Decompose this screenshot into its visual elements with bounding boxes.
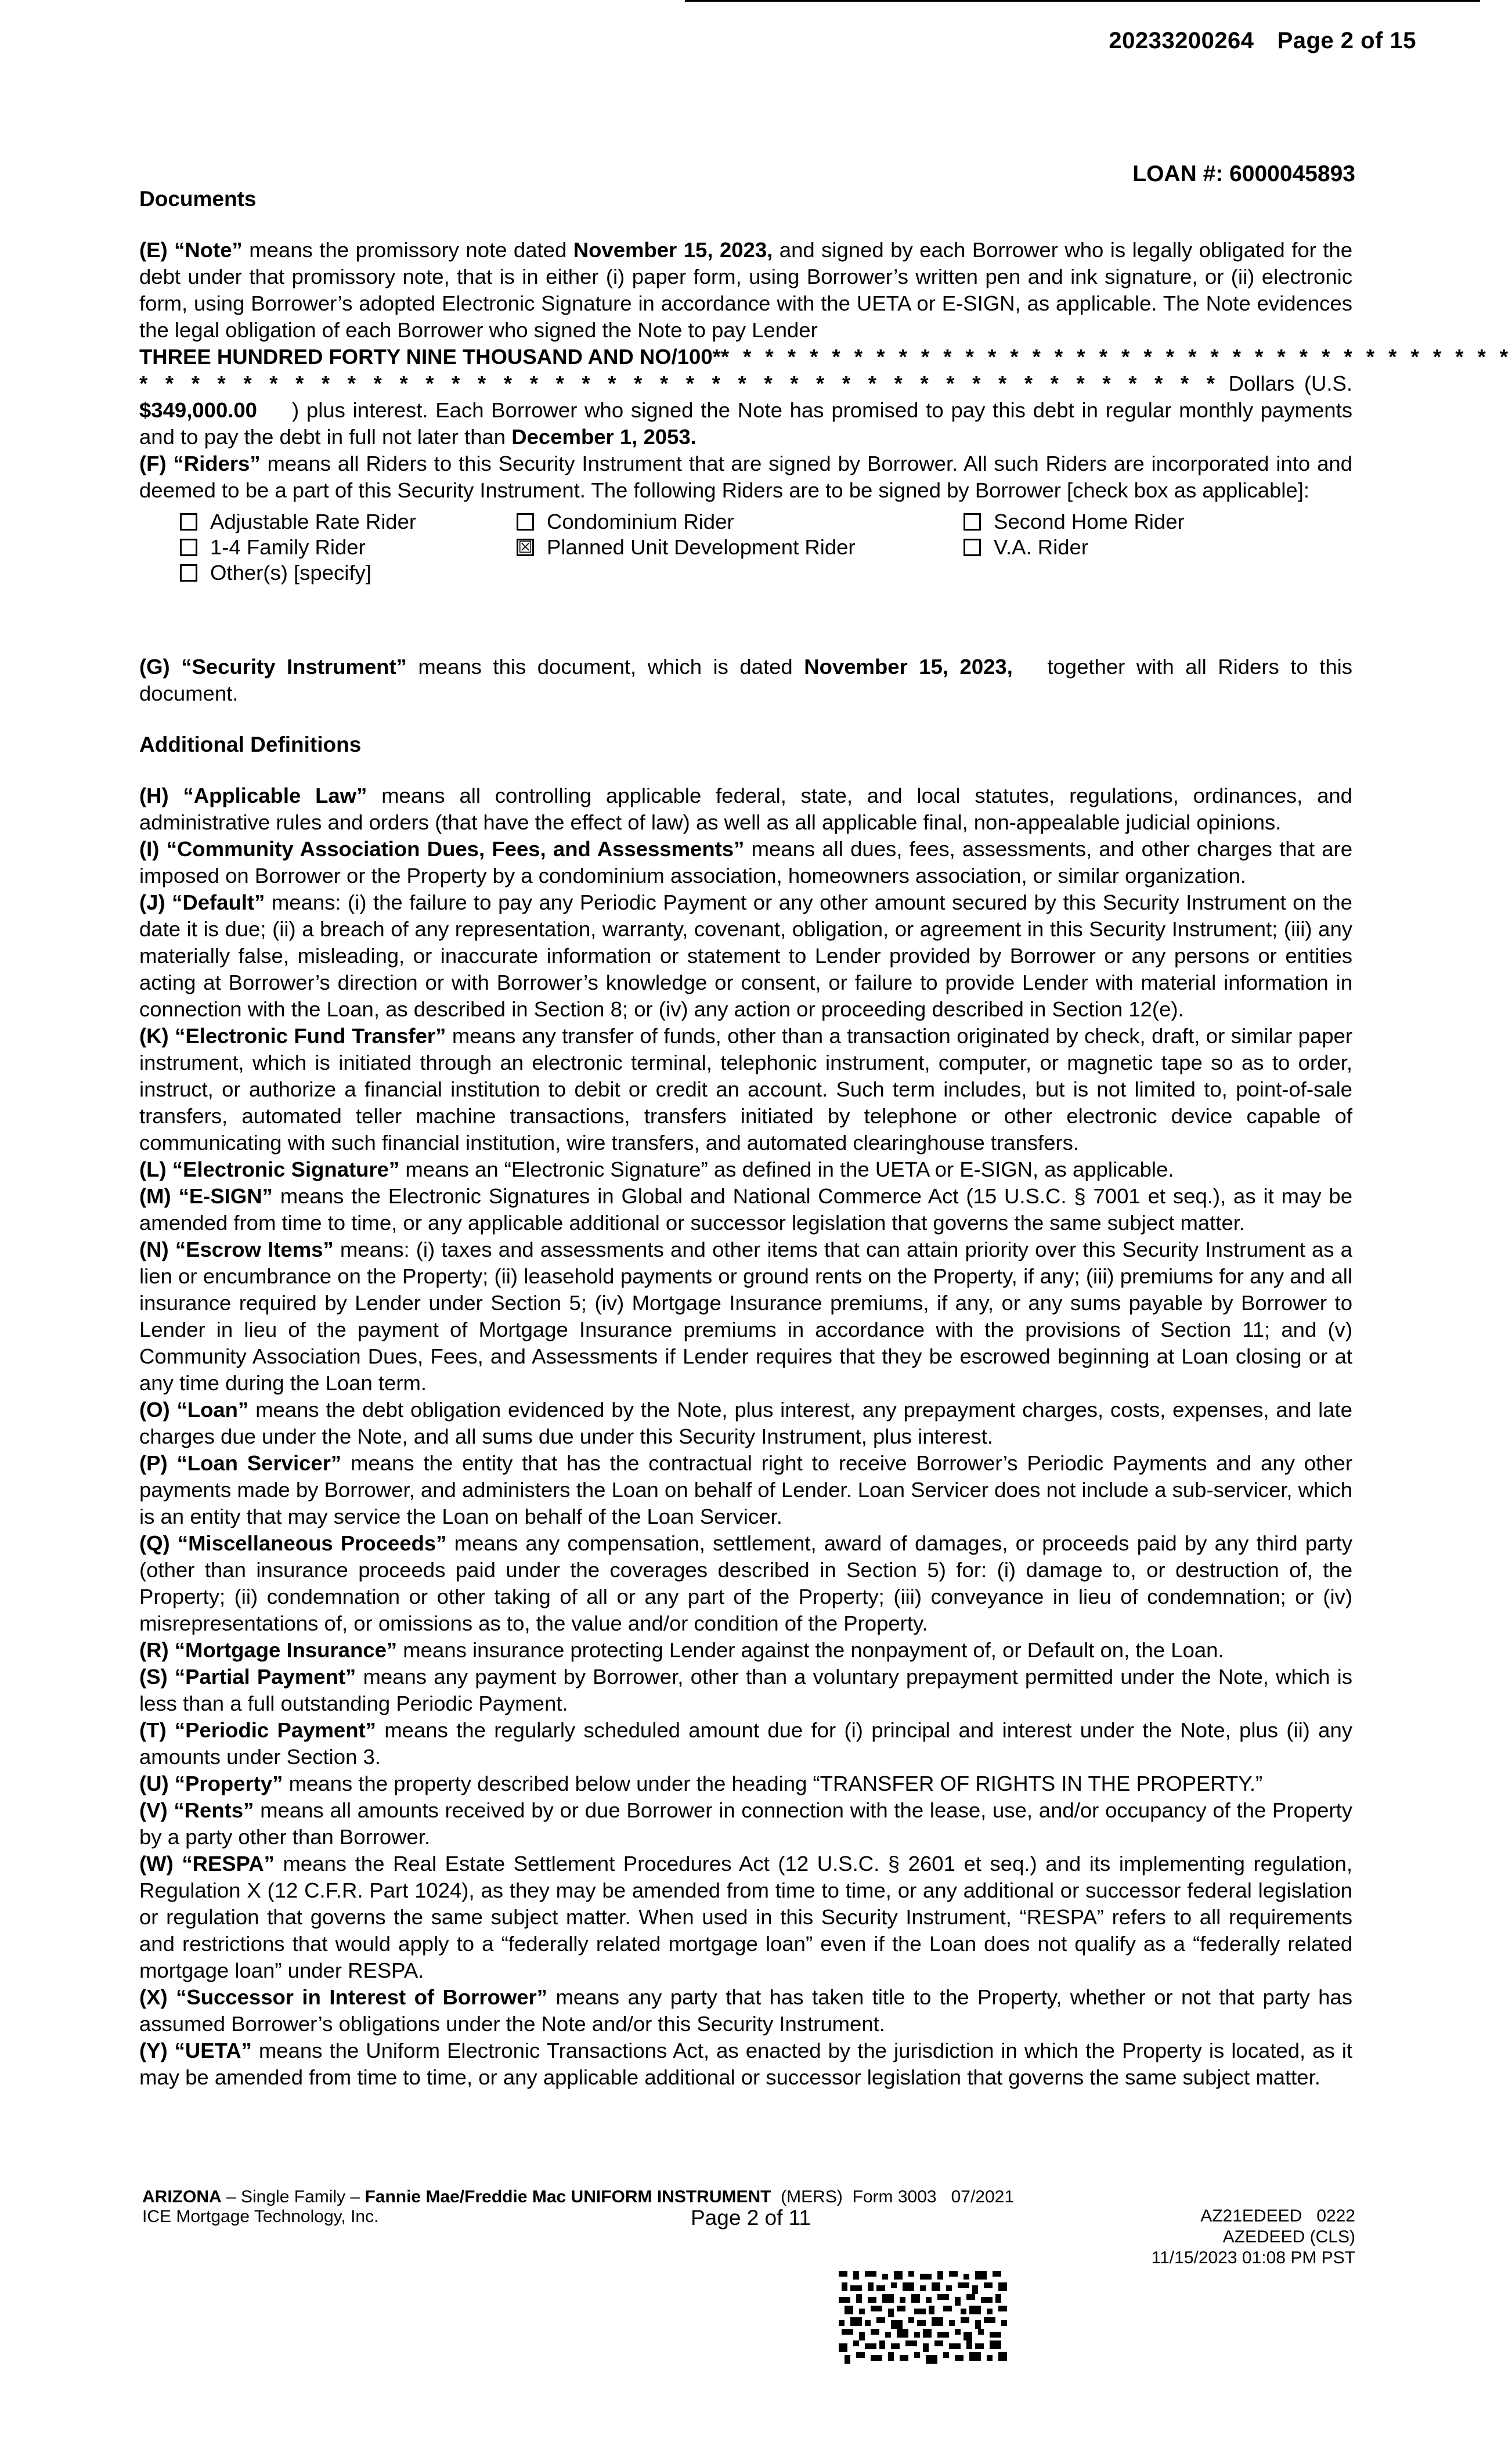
definition-label: (O) “Loan” <box>139 1398 249 1422</box>
definition-item <box>139 1664 1352 1717</box>
security-instrument-date: November 15, 2023, <box>804 655 1013 679</box>
definition-item <box>139 1530 1352 1637</box>
checkbox-icon[interactable] <box>180 539 197 556</box>
checked-checkbox-icon[interactable]: ☒ <box>517 539 534 556</box>
page-of-label: Page 2 of 15 <box>1277 28 1416 53</box>
definition-item <box>139 1984 1352 2037</box>
top-rule <box>685 0 1480 2</box>
barcode-icon <box>839 2271 1007 2364</box>
document-body <box>139 186 1512 2091</box>
definition-item <box>139 1236 1352 1397</box>
definition-label: (U) “Property” <box>139 1772 283 1795</box>
footer-form-name: Fannie Mae/Freddie Mac UNIFORM INSTRUMENT <box>365 2187 771 2206</box>
definition-label: (J) “Default” <box>139 890 265 914</box>
document-number: 20233200264 <box>1109 28 1254 53</box>
definition-g: (G) “Security Instrument” means this document, which is dated November 15, 2023, together with all Riders to this document. <box>139 655 1352 705</box>
footer-page-number: Page 2 of 11 <box>691 2206 811 2230</box>
definition-label: (N) “Escrow Items” <box>139 1238 334 1261</box>
note-date: November 15, 2023, <box>573 238 773 262</box>
footer-code-1: AZ21EDEED 0222 <box>1200 2206 1355 2226</box>
rider-va[interactable]: V.A. Rider <box>964 534 1088 561</box>
definition-text: means insurance protecting Lender against the nonpayment of, or Default on, the Loan. <box>397 1638 1224 1662</box>
maturity-date: December 1, 2053. <box>511 425 697 449</box>
amount-words: THREE HUNDRED FORTY NINE THOUSAND AND NO/100* <box>139 345 721 369</box>
definition-f: (F) “Riders” means all Riders to this Security Instrument that are signed by Borrower. All such Riders are incorporated into and deemed to be a part of this Security Instrument. The following Riders are to be signed by Borrower [check box as applicable]: <box>139 452 1352 502</box>
riders-checklist <box>180 508 1352 590</box>
definition-text: means all controlling applicable federal, state, and local statutes, regulations, ordinances, and administrative rules and orders (that have the effect of law) as well as all applicable final, non-appealable judicial opinions. <box>139 784 1352 834</box>
definition-text: means the debt obligation evidenced by the Note, plus interest, any prepayment charges, costs, expenses, and late charges due under the Note, and all sums due under this Security Instrument, plus interest. <box>139 1398 1352 1448</box>
form-footer: ARIZONA – Single Family – Fannie Mae/Freddie Mac UNIFORM INSTRUMENT (MERS) Form 3003 07/2021 ICE Mortgage Technology, Inc. <box>142 2187 1015 2226</box>
definition-text: means any payment by Borrower, other than a voluntary prepayment permitted under the Note, which is less than a full outstanding Periodic Payment. <box>139 1665 1353 1715</box>
amount-line: * * * * * * * * * * * * * * * * * * * * * * * * * * * * * * * * * * * * * * * * * * Dollars (U.S. $349,000.00 ) plus interest. Each Borrower who signed the Note has promised to pay this debt in regular monthly payments and to pay the debt in full not later than December 1, 2053. <box>139 372 1352 449</box>
definition-item <box>139 889 1352 1023</box>
additional-definitions-list <box>139 782 1352 2091</box>
definition-item <box>139 1797 1352 1851</box>
footer-timestamp: 11/15/2023 01:08 PM PST <box>1151 2248 1355 2267</box>
definition-e-label: (E) “Note” <box>139 238 243 262</box>
definition-text: means the Uniform Electronic Transactions Act, as enacted by the jurisdiction in which the Property is located, as it may be amended from time to time, or any applicable additional or successor legislation that governs the same subject matter. <box>139 2039 1353 2089</box>
footer-vendor: ICE Mortgage Technology, Inc. <box>142 2207 379 2226</box>
definition-item <box>139 1156 1352 1183</box>
definition-label: (Y) “UETA” <box>139 2039 252 2062</box>
definition-item <box>139 1023 1352 1156</box>
definition-text: means an “Electronic Signature” as defined in the UETA or E-SIGN, as applicable. <box>399 1157 1174 1181</box>
definition-label: (Q) “Miscellaneous Proceeds” <box>139 1531 447 1555</box>
footer-codes <box>1152 2206 1355 2269</box>
loan-amount: $349,000.00 <box>139 398 257 422</box>
definition-label: (S) “Partial Payment” <box>139 1665 356 1689</box>
definition-text: means: (i) taxes and assessments and other items that can attain priority over this Security Instrument as a lien or encumbrance on the Property; (ii) leasehold payments or ground rents on the Property, if any; (iii) premiums for any and all insurance required by Lender under Section 5; (iv) Mortgage Insurance premiums, if any, or any sums payable by Borrower to Lender in lieu of the payment of Mortgage Insurance premiums in accordance with the provisions of Section 11; and (v) Community Association Dues, Fees, and Assessments if Lender requires that they be escrowed beginning at Loan closing or at any time during the Loan term. <box>139 1238 1352 1395</box>
rider-second-home[interactable]: Second Home Rider <box>964 508 1185 535</box>
definition-label: (H) “Applicable Law” <box>139 784 367 807</box>
checkbox-icon[interactable] <box>180 513 197 531</box>
definition-item <box>139 1183 1352 1236</box>
footer-state: ARIZONA <box>142 2187 222 2206</box>
definition-item <box>139 1450 1352 1530</box>
checkbox-icon[interactable] <box>180 564 197 582</box>
definition-text: means all amounts received by or due Borrower in connection with the lease, use, and/or occupancy of the Property by a party other than Borrower. <box>139 1798 1352 1849</box>
definition-item <box>139 1397 1352 1450</box>
definition-label: (M) “E-SIGN” <box>139 1184 273 1208</box>
definition-item <box>139 2037 1352 2091</box>
amount-words-line: THREE HUNDRED FORTY NINE THOUSAND AND NO/100** * * * * * * * * * * * * * * * * * * * * * * * * * * * * * * * * * * * <box>139 345 1512 369</box>
documents-heading: Documents <box>139 187 257 211</box>
page-header <box>1085 28 1416 54</box>
definition-text: means the Real Estate Settlement Procedures Act (12 U.S.C. § 2601 et seq.) and its implementing regulation, Regulation X (12 C.F.R. Part 1024), as they may be amended from time to time, or any additional or successor federal legislation or regulation that governs the same subject matter. When used in this Security Instrument, “RESPA” refers to all requirements and restrictions that would apply to a “federally related mortgage loan” even if the Loan does not qualify as a “federally related mortgage loan” under RESPA. <box>139 1852 1352 1982</box>
definition-label: (X) “Successor in Interest of Borrower” <box>139 1985 548 2009</box>
definition-text: means: (i) the failure to pay any Periodic Payment or any other amount secured by this Security Instrument on the date it is due; (ii) a breach of any representation, warranty, covenant, obligation, or agreement in this Security Instrument; (iii) any materially false, misleading, or inaccurate information or statement to Lender provided by Borrower or any persons or entities acting at Borrower’s direction or with Borrower’s knowledge or consent, or failure to provide Lender with material information in connection with the Loan, as described in Section 8; or (iv) any action or proceeding described in Section 12(e). <box>139 890 1352 1021</box>
rider-adjustable-rate[interactable]: Adjustable Rate Rider <box>180 508 416 535</box>
definition-label: (I) “Community Association Dues, Fees, and Assessments” <box>139 837 745 861</box>
definition-text: means all dues, fees, assessments, and other charges that are imposed on Borrower or the Property by a condominium association, homeowners association, or similar organization. <box>139 837 1352 888</box>
definition-item <box>139 1770 1352 1797</box>
rider-1-4-family[interactable]: 1-4 Family Rider <box>180 534 366 561</box>
rider-planned-unit-development[interactable]: ☒ Planned Unit Development Rider <box>517 534 856 561</box>
checkbox-icon[interactable] <box>517 513 534 531</box>
definition-label: (T) “Periodic Payment” <box>139 1718 376 1742</box>
loan-number: LOAN #: 6000045893 <box>1132 161 1355 186</box>
definition-text: means any transfer of funds, other than a transaction originated by check, draft, or similar paper instrument, which is initiated through an electronic terminal, telephonic instrument, computer, or magnetic tape so as to order, instruct, or authorize a financial institution to debit or credit an account. Such term includes, but is not limited to, point-of-sale transfers, automated teller machine transactions, transfers initiated by telephone or other electronic device capable of communicating with such financial institution, wire transfers, and automated clearinghouse transfers. <box>139 1024 1352 1155</box>
definition-text: means the entity that has the contractual right to receive Borrower’s Periodic Payments and any other payments made by Borrower, and administers the Loan on behalf of Lender. Loan Servicer does not include a sub-servicer, which is an entity that may service the Loan on behalf of the Loan Servicer. <box>139 1451 1352 1528</box>
footer-form-number: (MERS) Form 3003 07/2021 <box>771 2187 1015 2206</box>
rider-other[interactable]: Other(s) [specify] <box>180 560 371 586</box>
definition-item <box>139 782 1352 836</box>
definition-text: means the property described below under the heading “TRANSFER OF RIGHTS IN THE PROPERTY.” <box>283 1772 1263 1795</box>
definition-text: means the Electronic Signatures in Global and National Commerce Act (15 U.S.C. § 7001 et seq.), as it may be amended from time to time, or any applicable additional or successor legislation that governs the same subject matter. <box>139 1184 1353 1235</box>
definition-label: (P) “Loan Servicer” <box>139 1451 342 1475</box>
definition-item <box>139 1637 1352 1664</box>
additional-definitions-heading: Additional Definitions <box>139 733 362 756</box>
footer-code-2: AZEDEED (CLS) <box>1222 2227 1355 2246</box>
definition-text: means any party that has taken title to the Property, whether or not that party has assumed Borrower’s obligations under the Note and/or this Security Instrument. <box>139 1985 1352 2036</box>
definition-item <box>139 836 1352 889</box>
checkbox-icon[interactable] <box>964 539 981 556</box>
rider-condominium[interactable]: Condominium Rider <box>517 508 734 535</box>
checkbox-icon[interactable] <box>964 513 981 531</box>
definition-label: (W) “RESPA” <box>139 1852 275 1876</box>
definition-item <box>139 1717 1352 1770</box>
definition-f-label: (F) “Riders” <box>139 452 261 475</box>
definition-label: (L) “Electronic Signature” <box>139 1157 400 1181</box>
definition-e: (E) “Note” means the promissory note dated November 15, 2023, and signed by each Borrower who is legally obligated for the debt under that promissory note, that is in either (i) paper form, using Borrower’s written pen and ink signature, or (ii) electronic form, using Borrower’s adopted Electronic Signature in accordance with the UETA or E-SIGN, as applicable. The Note evidences the legal obligation of each Borrower who signed the Note to pay Lender <box>139 238 1353 342</box>
definition-label: (V) “Rents” <box>139 1798 254 1822</box>
definition-g-label: (G) “Security Instrument” <box>139 655 407 679</box>
definition-text: means any compensation, settlement, award of damages, or proceeds paid by any third party (other than insurance proceeds paid under the coverages described in Section 5) for: (i) damage to, or destruction of, the Property; (ii) condemnation or other taking of all or any part of the Property; (iii) conveyance in lieu of condemnation; or (iv) misrepresentations of, or omissions as to, the value and/or condition of the Property. <box>139 1531 1352 1635</box>
definition-text: means the regularly scheduled amount due for (i) principal and interest under the Note, plus (ii) any amounts under Section 3. <box>139 1718 1353 1769</box>
definition-label: (K) “Electronic Fund Transfer” <box>139 1024 446 1048</box>
definition-label: (R) “Mortgage Insurance” <box>139 1638 398 1662</box>
definition-item <box>139 1851 1352 1984</box>
